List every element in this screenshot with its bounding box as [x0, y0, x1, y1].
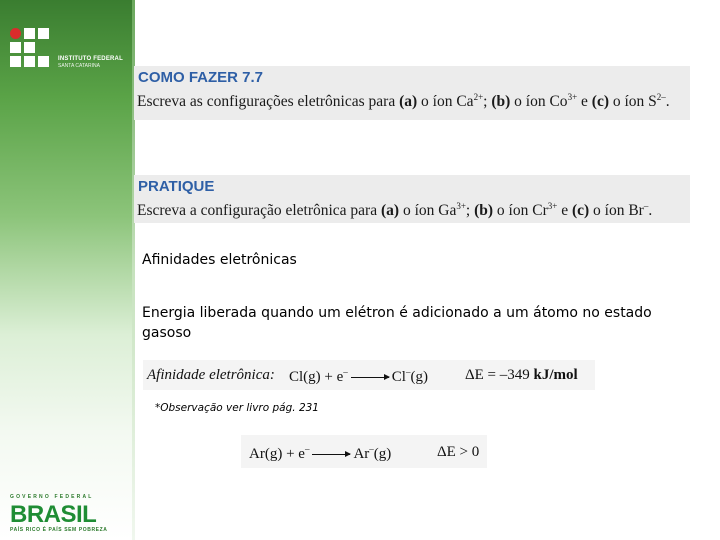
left-green-band — [0, 0, 134, 540]
equation-energy: ΔE > 0 — [437, 444, 480, 460]
exercise-box-pratique — [134, 175, 690, 223]
equation-energy: ΔE = –349 kJ/mol — [465, 367, 578, 383]
institute-line1: INSTITUTO FEDERAL — [58, 56, 123, 62]
box-text: Escreva as configurações eletrônicas para (a) o íon $Ca^{2+}$; (b) o íon $Co^{3+}$ e (c) o íon $S^{2-}$. — [137, 92, 670, 111]
book-reference-note: *Observação ver livro pág. 231 — [155, 402, 319, 414]
section-heading: Afinidades eletrônicas — [142, 252, 297, 268]
exercise-box-como-fazer — [134, 66, 690, 120]
reaction-arrow-icon — [312, 454, 350, 455]
electron-affinity-equation — [143, 360, 595, 390]
box-title: COMO FAZER 7.7 — [138, 69, 264, 86]
gov-line: GOVERNO FEDERAL — [10, 494, 94, 500]
institute-name — [58, 56, 123, 69]
brasil-tagline: PAÍS RICO É PAÍS SEM POBREZA — [10, 527, 108, 533]
definition-paragraph: Energia liberada quando um elétron é adicionado a um átomo no estado gasoso — [142, 305, 652, 341]
brasil-word: BRASIL — [10, 501, 97, 528]
institute-logo-icon — [10, 28, 54, 72]
reaction-arrow-icon — [351, 377, 389, 378]
brasil-government-logo — [10, 494, 122, 533]
logo-red-dot — [10, 28, 21, 39]
argon-equation — [241, 435, 487, 468]
equation-reaction: Ar(g) + e– Ar–(g) — [249, 444, 392, 462]
box-title: PRATIQUE — [138, 178, 215, 195]
box-text: Escreva a configuração eletrônica para (a) o íon $Ga^{3+}$; (b) o íon $Cr^{3+}$ e (c) o íon Br–. — [137, 201, 653, 220]
equation-label: Afinidade eletrônica: — [147, 367, 275, 383]
equation-reaction: Cl(g) + e– Cl–(g) — [289, 367, 428, 385]
institute-line2: SANTA CATARINA — [58, 63, 100, 69]
